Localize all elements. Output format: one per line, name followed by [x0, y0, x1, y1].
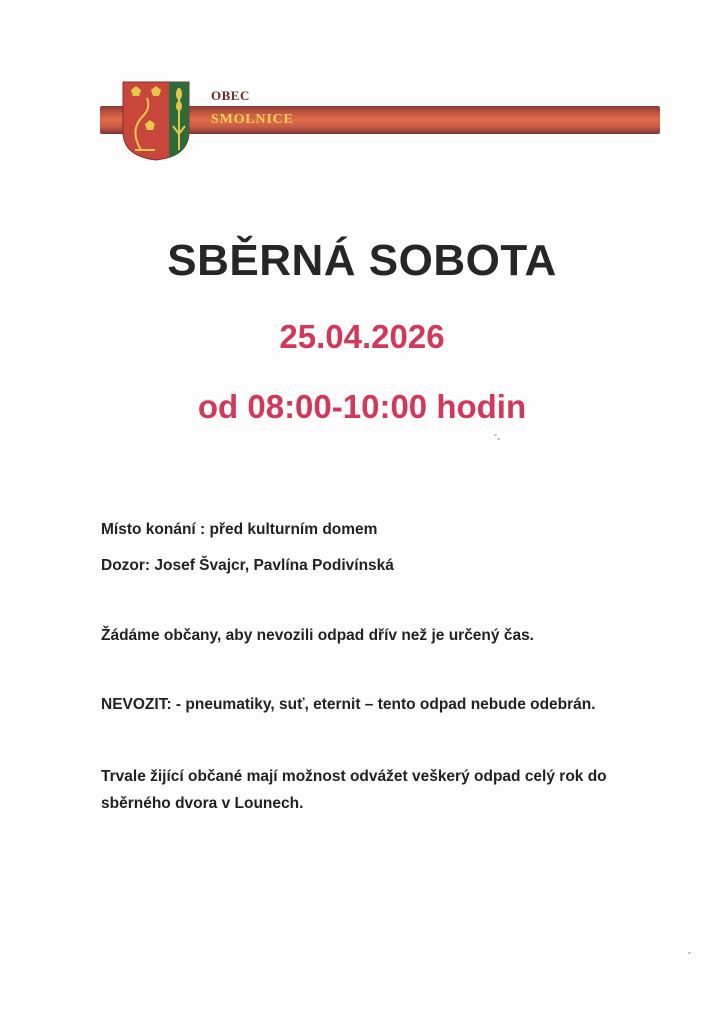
scan-speck [497, 438, 500, 440]
residents-info-line-1: Trvale žijící občané mají možnost odvážet veškerý odpad celý rok do [101, 768, 607, 785]
location-text: Místo konání : před kulturním domem [101, 521, 378, 538]
scan-speck [688, 952, 691, 954]
letterhead [0, 0, 724, 180]
coat-of-arms-icon [121, 80, 191, 162]
event-date: 25.04.2026 [279, 318, 445, 355]
municipality-prefix: OBEC [211, 88, 250, 103]
supervision-text: Dozor: Josef Švajcr, Pavlína Podivínská [101, 557, 394, 574]
request-text: Žádáme občany, aby nevozili odpad dřív než je určený čas. [101, 627, 534, 644]
event-time: od 08:00-10:00 hodin [197, 388, 527, 425]
municipality-name: SMOLNICE [211, 112, 294, 127]
prohibited-items-text: NEVOZIT: - pneumatiky, suť, eternit – tento odpad nebude odebrán. [101, 696, 596, 713]
scan-speck [494, 434, 497, 436]
notice-title: SBĚRNÁ SOBOTA [167, 236, 557, 285]
residents-info-line-2: sběrného dvora v Lounech. [101, 795, 304, 812]
